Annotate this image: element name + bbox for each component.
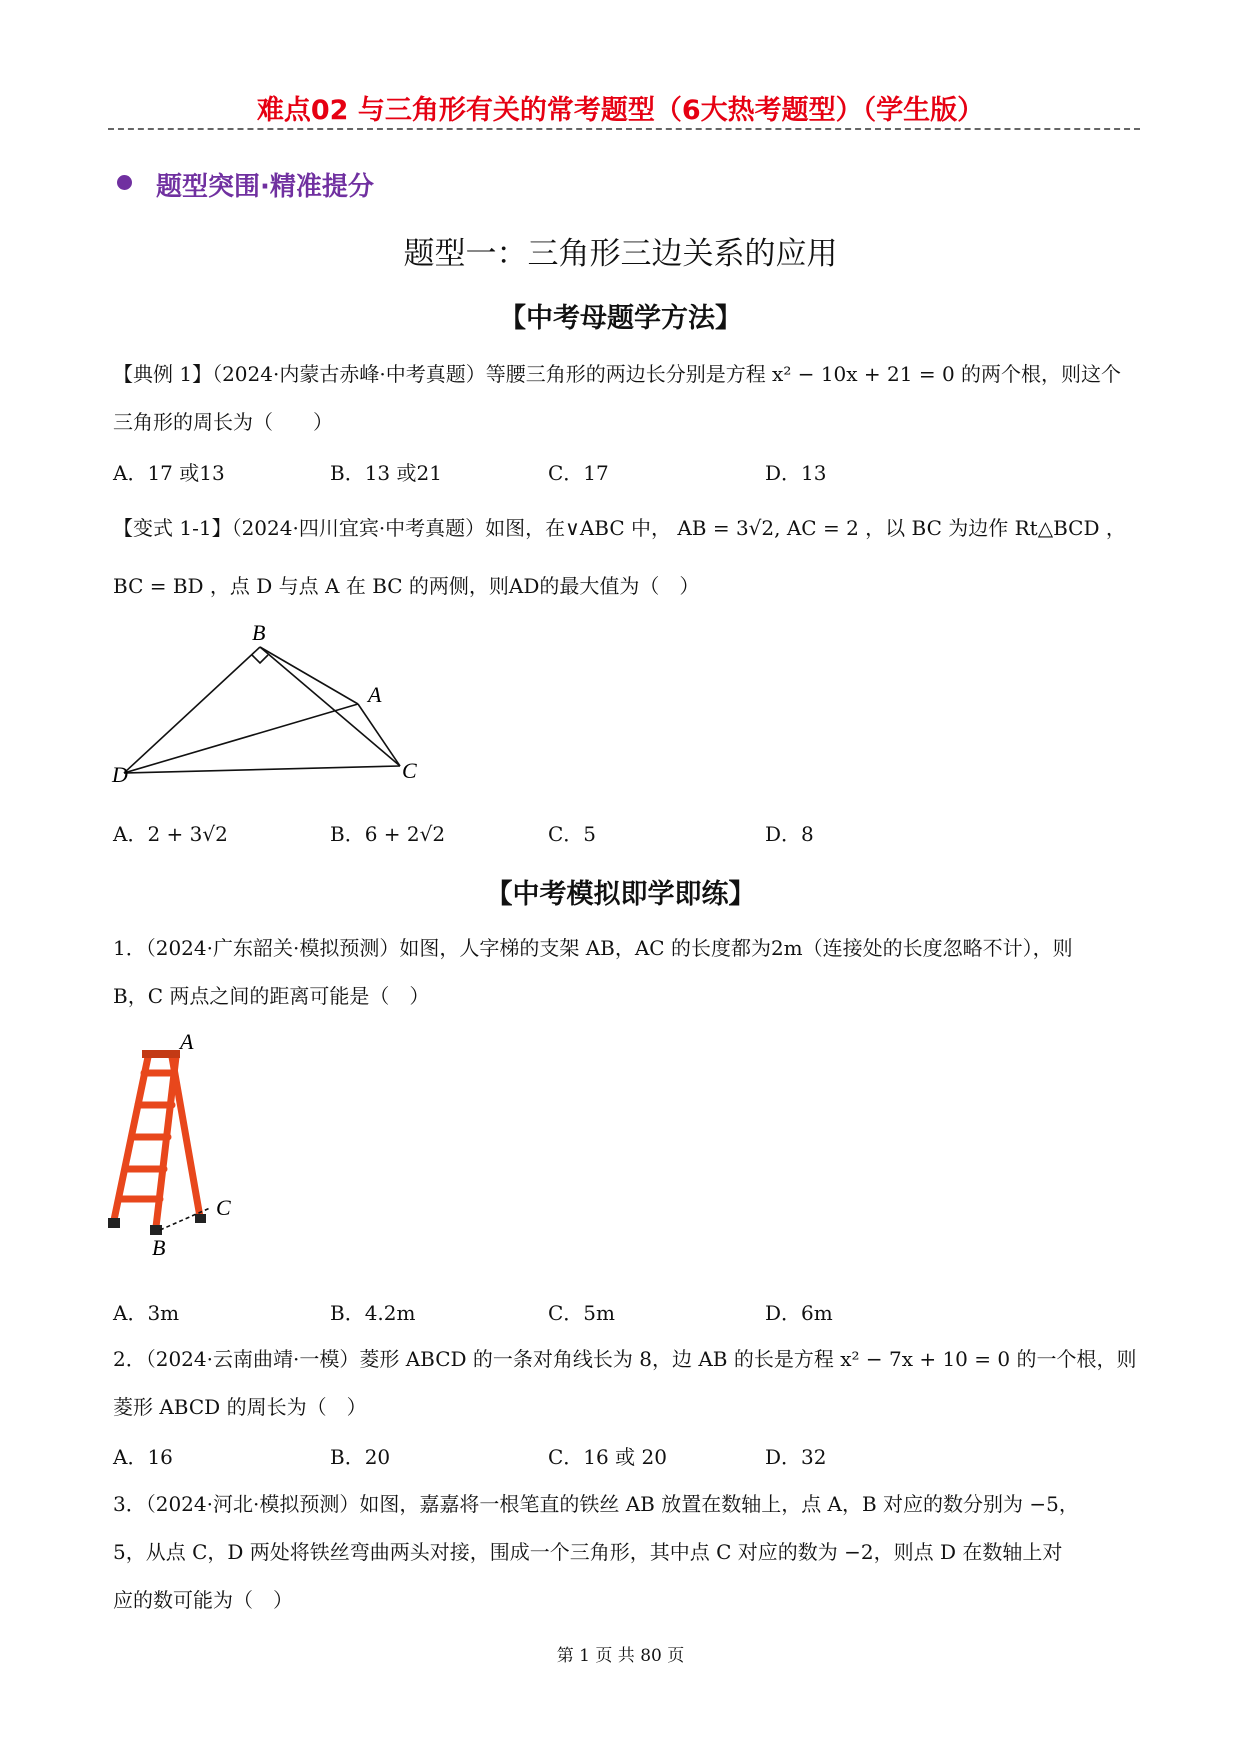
label-c: C xyxy=(402,758,417,783)
q1-option-a: A．3m xyxy=(113,1301,180,1325)
section-heading: 题型突围·精准提分 xyxy=(156,172,374,202)
header-divider xyxy=(108,128,1140,130)
ladder-label-b: B xyxy=(152,1235,166,1260)
q2-option-a: A．16 xyxy=(113,1445,173,1469)
q1-option-d: D．6m xyxy=(765,1301,833,1325)
q2-line1: 2．（2024·云南曲靖·一模）菱形 ABCD 的一条对角线长为 8，边 AB 的长是方程 x² − 7x + 10 = 0 的一个根，则 xyxy=(113,1347,1137,1371)
q2-option-d: D．32 xyxy=(765,1445,827,1469)
example1-line2: 三角形的周长为（ ） xyxy=(113,410,333,434)
ladder-label-c: C xyxy=(216,1195,231,1220)
variant11-option-c: C．5 xyxy=(548,822,597,846)
q1-line2: B，C 两点之间的距离可能是（ ） xyxy=(113,984,430,1008)
page-number: 第 1 页 共 80 页 xyxy=(556,1646,685,1666)
ladder-label-a: A xyxy=(180,1029,194,1054)
example1-option-b: B．13 或21 xyxy=(330,461,442,485)
document-title: 难点02 与三角形有关的常考题型（6大热考题型）（学生版） xyxy=(256,95,985,126)
q2-option-c: C．16 或 20 xyxy=(548,1445,667,1469)
variant11-option-b: B．6 + 2√2 xyxy=(330,822,446,846)
variant11-option-d: D．8 xyxy=(765,822,814,846)
example1-line1: 【典例 1】（2024·内蒙古赤峰·中考真题）等腰三角形的两边长分别是方程 x² − 10x + 21 = 0 的两个根，则这个 xyxy=(113,362,1122,386)
practice-subtitle: 【中考模拟即学即练】 xyxy=(485,879,756,910)
q1-option-b: B．4.2m xyxy=(330,1301,416,1325)
variant11-line1: 【变式 1-1】（2024·四川宜宾·中考真题）如图，在∨ABC 中， AB = 3√2, AC = 2 ，以 BC 为边作 Rt△BCD ， xyxy=(113,516,1126,540)
segment-dc xyxy=(124,766,400,773)
q2-line2: 菱形 ABCD 的周长为（ ） xyxy=(113,1395,367,1419)
variant11-line2: BC = BD ，点 D 与点 A 在 BC 的两侧，则AD的最大值为（ ） xyxy=(113,574,700,598)
ladder-figure xyxy=(100,1025,260,1265)
q3-line3: 应的数可能为（ ） xyxy=(113,1588,293,1612)
variant11-option-a: A．2 + 3√2 xyxy=(113,822,228,846)
segment-bd xyxy=(124,647,260,773)
example1-option-a: A．17 或13 xyxy=(113,461,225,485)
bullet-dot-icon xyxy=(117,175,132,190)
triangle-figure xyxy=(100,610,440,790)
label-a: A xyxy=(368,682,382,707)
label-d: D xyxy=(112,762,128,787)
question-type-title: 题型一：三角形三边关系的应用 xyxy=(403,236,838,272)
ladder-back-rail xyxy=(172,1057,200,1217)
method-subtitle: 【中考母题学方法】 xyxy=(499,303,742,334)
q1-option-c: C．5m xyxy=(548,1301,615,1325)
q3-line2: 5，从点 C，D 两处将铁丝弯曲两头对接，围成一个三角形，其中点 C 对应的数为 −2，则点 D 在数轴上对 xyxy=(113,1540,1063,1564)
example1-option-d: D．13 xyxy=(765,461,827,485)
q3-line1: 3．（2024·河北·模拟预测）如图，嘉嘉将一根笔直的铁丝 AB 放置在数轴上，点 A，B 对应的数分别为 −5， xyxy=(113,1492,1079,1516)
right-angle-mark xyxy=(252,655,268,663)
segment-da xyxy=(124,704,358,773)
q2-option-b: B．20 xyxy=(330,1445,391,1469)
q1-line1: 1．（2024·广东韶关·模拟预测）如图，人字梯的支架 AB，AC 的长度都为2m（连接处的长度忽略不计），则 xyxy=(113,936,1073,960)
label-b: B xyxy=(252,620,266,645)
segment-ba xyxy=(260,647,358,704)
example1-option-c: C．17 xyxy=(548,461,609,485)
